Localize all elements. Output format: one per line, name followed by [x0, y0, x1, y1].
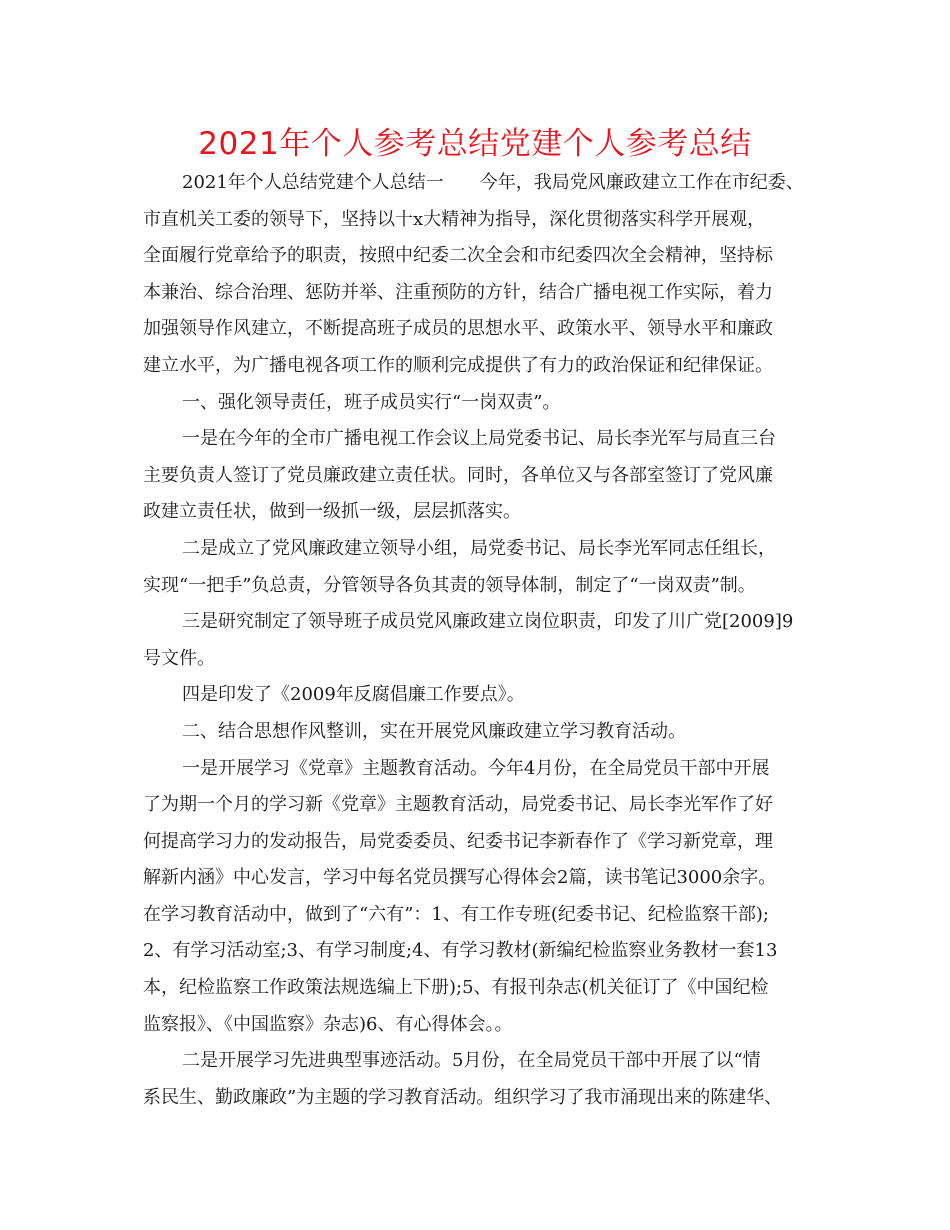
document-body [143, 165, 823, 1116]
text-line: 四是印发了《2009年反腐倡廉工作要点》。 [182, 684, 525, 706]
text-line: 监察报》、《中国监察》杂志)6、有心得体会。。 [143, 1013, 513, 1035]
text-line: 政建立责任状，做到一级抓一级，层层抓落实。 [143, 501, 521, 523]
text-line: 一是开展学习《党章》主题教育活动。今年4月份，在全局党员干部中开展 [182, 757, 770, 779]
text-line: 本，纪检监察工作政策法规选编上下册);5、有报刊杂志(机关征订了《中国纪检 [143, 977, 769, 999]
text-line: 三是研究制定了领导班子成员党风廉政建立岗位职责，印发了川广党[2009]9 [182, 611, 794, 633]
text-line: 解新内涵》中心发言，学习中每名党员撰写心得体会2篇，读书笔记3000余字。 [143, 867, 777, 889]
text-line: 市直机关工委的领导下，坚持以十x大精神为指导，深化贯彻落实科学开展观， [143, 208, 766, 230]
text-line: 一、强化领导责任，班子成员实行“一岗双责”。 [182, 391, 561, 413]
document-title: 2021年个人参考总结党建个人参考总结 [198, 126, 752, 162]
text-line: 2、有学习活动室;3、有学习制度;4、有学习教材(新编纪检监察业务教材一套13 [143, 940, 778, 962]
text-line: 加强领导作风建立，不断提高班子成员的思想水平、政策水平、领导水平和廉政 [143, 318, 773, 340]
text-line: 主要负责人签订了党员廉政建立责任状。同时，各单位又与各部室签订了党风廉 [143, 464, 773, 486]
text-line: 全面履行党章给予的职责，按照中纪委二次全会和市纪委四次全会精神，坚持标 [143, 245, 773, 267]
text-line: 号文件。 [143, 647, 215, 669]
text-line: 建立水平，为广播电视各项工作的顺利完成提供了有力的政治保证和纪律保证。 [143, 354, 773, 376]
text-line: 在学习教育活动中，做到了“六有”：1、有工作专班(纪委书记、纪检监察干部); [143, 903, 769, 925]
text-line: 了为期一个月的学习新《党章》主题教育活动，局党委书记、局长李光军作了好 [143, 794, 773, 816]
text-line: 二是开展学习先进典型事迹活动。5月份，在全局党员干部中开展了以“情 [182, 1050, 761, 1072]
text-line: 系民生、勤政廉政”为主题的学习教育活动。组织学习了我市涌现出来的陈建华、 [143, 1086, 783, 1108]
text-line: 本兼治、综合治理、惩防并举、注重预防的方针，结合广播电视工作实际，着力 [143, 281, 773, 303]
text-line: 一是在今年的全市广播电视工作会议上局党委书记、局长李光军与局直三台 [182, 428, 776, 450]
text-line: 实现“一把手”负总责，分管领导各负其责的领导体制，制定了“一岗双责”制。 [143, 574, 756, 596]
text-line: 何提高学习力的发动报告，局党委委员、纪委书记李新春作了《学习新党章，理 [143, 830, 773, 852]
text-line: 二是成立了党风廉政建立领导小组，局党委书记、局长李光军同志任组长， [182, 537, 776, 559]
text-line: 二、结合思想作风整训，实在开展党风廉政建立学习教育活动。 [182, 720, 686, 742]
text-line: 2021年个人总结党建个人总结一 今年，我局党风廉政建立工作在市纪委、 [182, 172, 804, 193]
